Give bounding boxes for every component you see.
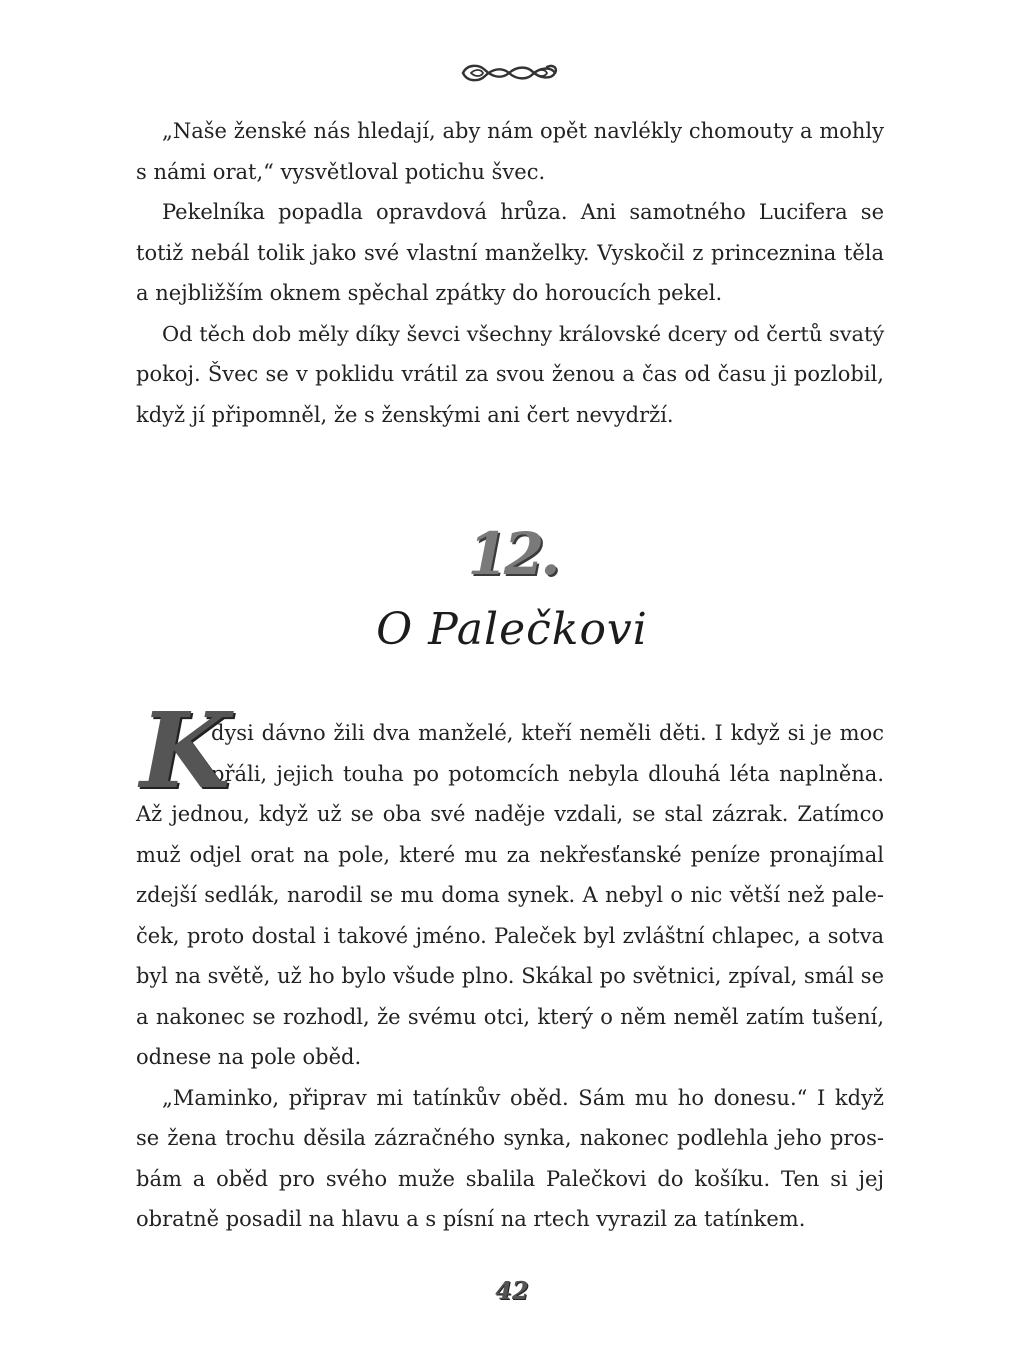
text-line: byl na světě, už ho bylo všude plno. Skákal po světnici, zpíval, smál se: [136, 964, 884, 988]
paragraph: [136, 713, 884, 1078]
chapter-body: [136, 689, 884, 1240]
text-line: pokoj. Švec se v poklidu vrátil za svou ženou a čas od času ji pozlobil,: [136, 362, 884, 386]
text-line: bám a oběd pro svého muže sbalila Palečkovi do košíku. Ten si jej: [136, 1166, 884, 1191]
paragraph: [136, 192, 884, 314]
flourish-ornament-icon: [457, 56, 561, 90]
drop-cap: [136, 689, 231, 812]
text-line: Až jednou, když už se oba své naděje vzdali, se stal zázrak. Zatímco: [136, 802, 884, 826]
chapter-number: 12.: [467, 520, 557, 588]
text-line: muž odjel orat na pole, které mu za nekřesťanské peníze pronajímal: [136, 842, 884, 867]
text-line: „Naše ženské nás hledají, aby nám opět navlékly chomouty a mohly: [162, 119, 884, 143]
drop-cap-letter: K: [140, 689, 231, 812]
text-line: ček, proto dostal i takové jméno. Paleček byl zvláštní chlapec, a sotva: [136, 923, 884, 948]
text-line: když jí připomněl, že s ženskými ani čert nevydrží.: [136, 402, 674, 427]
text-line: Pekelníka popadla opravdová hrůza. Ani samotného Lucifera se: [162, 200, 884, 224]
text-line: a nakonec se rozhodl, že svému otci, který o něm neměl zatím tušení,: [136, 1004, 884, 1029]
text-line: obratně posadil na hlavu a s písní na rtech vyrazil za tatínkem.: [136, 1207, 806, 1231]
text-line: zdejší sedlák, narodil se mu doma synek. A nebyl o nic větší než pale-: [136, 883, 884, 907]
text-line: Od těch dob měly díky ševci všechny královské dcery od čertů svatý: [162, 321, 885, 346]
text-line: přáli, jejich touha po potomcích nebyla dlouhá léta naplněna.: [211, 761, 884, 786]
text-line: odnese na pole oběd.: [136, 1045, 362, 1069]
text-line: s námi orat,“ vysvětloval potichu švec.: [136, 159, 546, 184]
page-number: 42: [495, 1276, 529, 1305]
text-line: se žena trochu děsila zázračného synka, nakonec podlehla jeho pros-: [136, 1126, 884, 1150]
chapter-title: O Palečkovi: [376, 604, 648, 655]
text-line: „Maminko, připrav mi tatínkův oběd. Sám mu ho donesu.“ I když: [162, 1085, 884, 1110]
text-line: a nejbližším oknem spěchal zpátky do horoucích pekel.: [136, 281, 723, 305]
text-line: dysi dávno žili dva manželé, kteří neměli děti. I když si je moc: [211, 721, 884, 745]
text-line: totiž nebál tolik jako své vlastní manželky. Vyskočil z princeznina těla: [136, 240, 884, 265]
paragraph: [136, 1078, 884, 1240]
paragraph: [136, 111, 884, 192]
preceding-chapter-ending: [136, 111, 884, 435]
paragraph: [136, 314, 884, 436]
